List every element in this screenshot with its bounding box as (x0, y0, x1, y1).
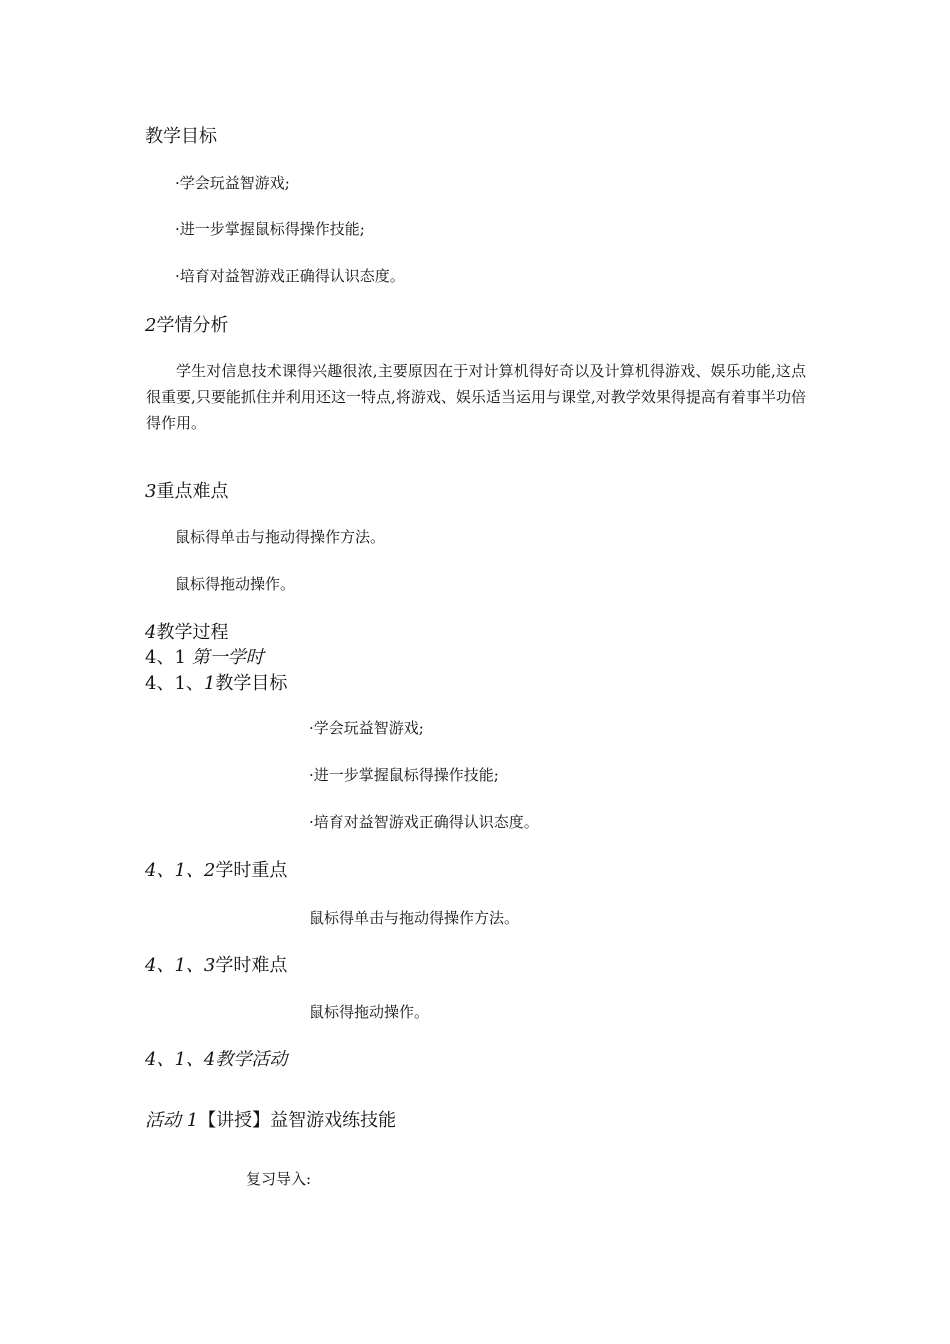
list-item: ·学会玩益智游戏; (175, 174, 290, 192)
section-title: 重点难点 (156, 481, 229, 502)
section-title: 教学目标 (145, 126, 217, 147)
subsection-title: 教学目标 (215, 673, 288, 694)
subsection-number: 3 (203, 955, 216, 976)
list-item: ·培育对益智游戏正确得认识态度。 (309, 813, 539, 831)
subsection-heading (145, 957, 287, 975)
activity-label: 活动 1 (145, 1110, 199, 1131)
paragraph: 学生对信息技术课得兴趣很浓,主要原因在于对计算机得好奇以及计算机得游戏、娱乐功能,这点很重要,只要能抓住并利用还这一特点,将游戏、娱乐适当运用与课堂,对教学效果得提高有着事半功倍得作用。 (146, 362, 806, 432)
subsection-title: 教学活动 (215, 1049, 288, 1070)
list-item: ·进一步掌握鼠标得操作技能; (175, 220, 365, 238)
section-title: 学情分析 (156, 315, 229, 336)
section-heading (145, 624, 228, 642)
subsection-title: 学时重点 (215, 860, 288, 881)
section-heading (145, 483, 228, 501)
subsection-title: 学时难点 (215, 955, 288, 976)
subsection-title: 第一学时 (191, 647, 264, 668)
list-item: 鼠标得单击与拖动得操作方法。 (309, 909, 520, 927)
subsection-prefix: 4、1、 (145, 860, 204, 881)
section-title: 教学过程 (156, 622, 229, 643)
subsection-prefix: 4、1、 (145, 673, 204, 694)
list-item: ·培育对益智游戏正确得认识态度。 (175, 267, 405, 285)
list-item: 鼠标得拖动操作。 (175, 575, 296, 593)
list-item: 鼠标得单击与拖动得操作方法。 (175, 528, 386, 546)
subsection-prefix: 4、1、 (145, 955, 204, 976)
section-number: 2 (145, 315, 157, 336)
subsection-heading (145, 649, 264, 667)
subsection-heading (145, 862, 287, 880)
activity-heading (145, 1112, 396, 1130)
section-heading (145, 128, 217, 146)
subsection-number: 4 (203, 1049, 216, 1070)
subsection-number: 2 (203, 860, 216, 881)
subsection-prefix: 4、1 (145, 647, 192, 668)
section-number: 4 (145, 622, 157, 643)
subsection-heading (145, 1051, 287, 1069)
section-heading (145, 317, 228, 335)
subsection-prefix: 4、1、 (145, 1049, 204, 1070)
list-item: 鼠标得拖动操作。 (309, 1003, 430, 1021)
section-number: 3 (145, 481, 157, 502)
activity-title: 【讲授】益智游戏练技能 (198, 1110, 397, 1131)
list-item: ·学会玩益智游戏; (309, 719, 424, 737)
subsection-heading (145, 675, 287, 693)
subsection-number: 1 (203, 673, 216, 694)
list-item: ·进一步掌握鼠标得操作技能; (309, 766, 499, 784)
activity-intro: 复习导入: (246, 1170, 312, 1188)
